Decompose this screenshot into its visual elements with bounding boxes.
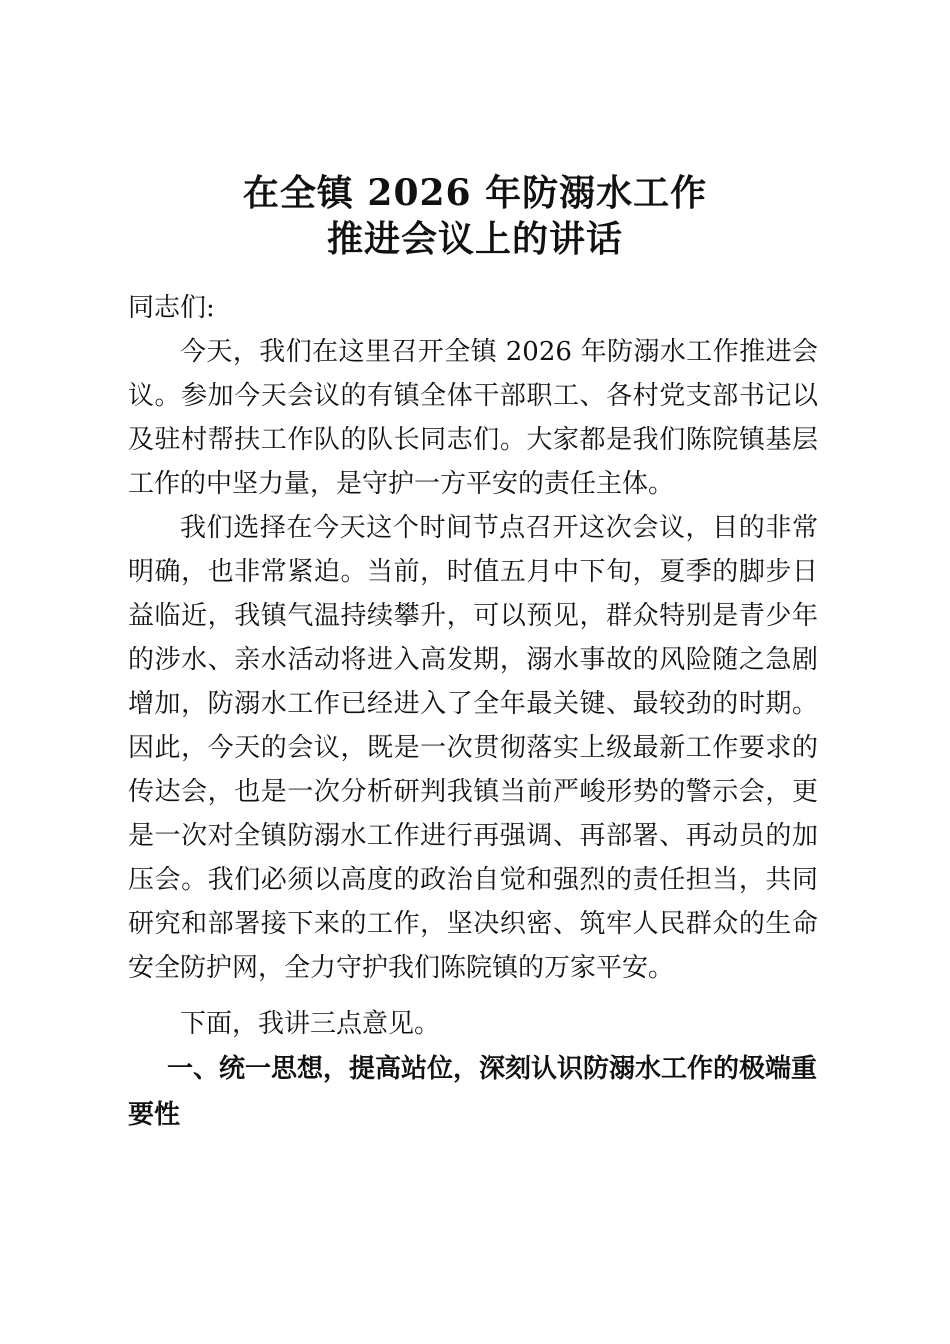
paragraph-3: 下面，我讲三点意见。 — [180, 1009, 441, 1039]
salutation: 同志们: — [128, 293, 215, 323]
paragraph-1: 今天，我们在这里召开全镇 2026 年防溺水工作推进会议。参加今天会议的有镇全体干部职工、各村党支部书记以及驻村帮扶工作队的队长同志们。大家都是我们陈院镇基层工作的中坚力量，是守护一方平安的责任主体。 — [128, 337, 818, 499]
document-title-line-2: 推进会议上的讲话 — [326, 218, 623, 260]
document-title-line-1: 在全镇 2026 年防溺水工作 — [242, 172, 708, 214]
paragraph-2: 我们选择在今天这个时间节点召开这次会议，目的非常明确，也非常紧迫。当前，时值五月中下旬，夏季的脚步日益临近，我镇气温持续攀升，可以预见，群众特别是青少年的涉水、亲水活动将进入高发期，溺水事故的风险随之急剧增加，防溺水工作已经进入了全年最关键、最较劲的时期。因此，今天的会议，既是一次贯彻落实上级最新工作要求的传达会，也是一次分析研判我镇当前严峻形势的警示会，更是一次对全镇防溺水工作进行再强调、再部署、再动员的加压会。我们必须以高度的政治自觉和强烈的责任担当，共同研究和部署接下来的工作，坚决织密、筑牢人民群众的生命安全防护网，全力守护我们陈院镇的万家平安。 — [128, 513, 818, 983]
section-heading-1: 一、统一思想，提高站位，深刻认识防溺水工作的极端重要性 — [128, 1054, 818, 1130]
